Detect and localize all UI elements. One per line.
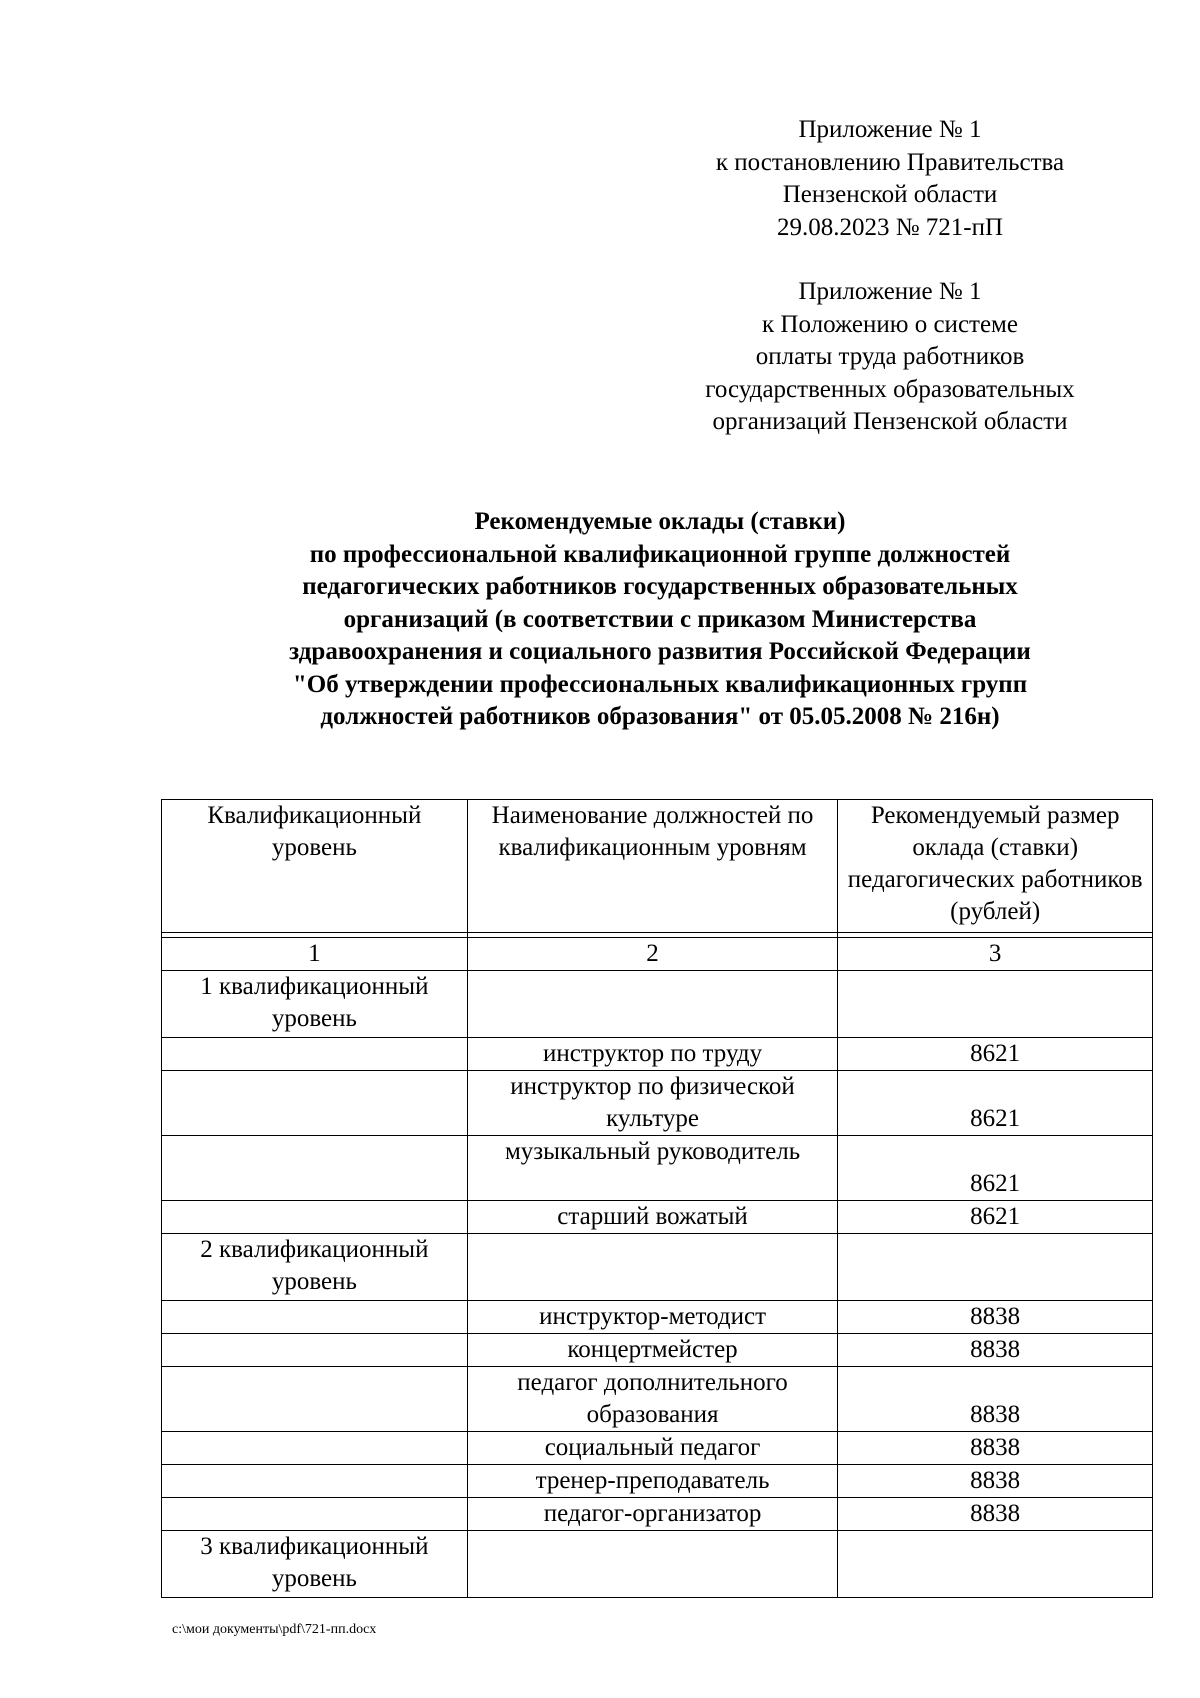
table-row	[162, 1234, 1153, 1301]
salary-cell: 8838	[838, 1498, 1153, 1531]
title-line: должностей работников образования" от 05.05.2008 № 216н)	[320, 703, 1000, 730]
salary-cell	[838, 971, 1153, 1038]
salary-table	[161, 799, 1153, 1598]
table-row	[162, 1432, 1153, 1465]
annex-regulation	[655, 276, 1125, 439]
annex-line: Пензенской области	[782, 181, 998, 208]
column-number: 2	[467, 938, 838, 971]
annex-line: оплаты труда работников	[755, 343, 1025, 370]
salary-cell: 8621	[838, 1136, 1153, 1201]
position-cell: педагог дополнительного образования	[467, 1367, 838, 1432]
header-level: Квалификационный уровень	[162, 800, 468, 933]
title-line: Рекомендуемые оклады (ставки)	[474, 508, 846, 535]
annex-line: организаций Пензенской области	[712, 408, 1068, 435]
level-cell	[162, 1071, 468, 1136]
salary-cell: 8838	[838, 1432, 1153, 1465]
table-row	[162, 1531, 1153, 1598]
annex-line: Приложение № 1	[798, 278, 982, 305]
salary-cell: 8838	[838, 1367, 1153, 1432]
position-cell: концертмейстер	[467, 1334, 838, 1367]
table-row	[162, 1334, 1153, 1367]
salary-cell: 8838	[838, 1465, 1153, 1498]
annex-line: государственных образовательных	[705, 375, 1075, 403]
salary-cell: 8838	[838, 1301, 1153, 1334]
level-cell	[162, 1038, 468, 1071]
annex-line: к постановлению Правительства	[715, 148, 1065, 176]
level-cell: 3 квалификационный уровень	[162, 1531, 468, 1598]
column-number: 3	[838, 938, 1153, 971]
annex-line: 29.08.2023 № 721-пП	[776, 213, 1004, 241]
level-cell	[162, 1432, 468, 1465]
position-cell: педагог-организатор	[467, 1498, 838, 1531]
table-row	[162, 1038, 1153, 1071]
table-header-row	[162, 800, 1153, 933]
position-cell: инструктор по физической культуре	[467, 1071, 838, 1136]
salary-cell	[838, 1531, 1153, 1598]
table-row	[162, 1367, 1153, 1432]
table-row	[162, 1136, 1153, 1201]
table-row	[162, 1465, 1153, 1498]
table-row	[162, 1498, 1153, 1531]
header-salary: Рекомендуемый размер оклада (ставки) педагогических работников (рублей)	[838, 800, 1153, 933]
annex-government-decree	[655, 114, 1125, 244]
level-cell	[162, 1367, 468, 1432]
table-row	[162, 1301, 1153, 1334]
salary-cell: 8621	[838, 1201, 1153, 1234]
table-row	[162, 1071, 1153, 1136]
position-cell	[467, 971, 838, 1038]
level-cell: 2 квалификационный уровень	[162, 1234, 468, 1301]
column-number: 1	[162, 938, 468, 971]
header-position: Наименование должностей по квалификационным уровням	[467, 800, 838, 933]
position-cell	[467, 1234, 838, 1301]
salary-cell: 8621	[838, 1038, 1153, 1071]
level-cell	[162, 1201, 468, 1234]
column-number-row	[162, 938, 1153, 971]
level-cell: 1 квалификационный уровень	[162, 971, 468, 1038]
position-cell	[467, 1531, 838, 1598]
level-cell	[162, 1334, 468, 1367]
level-cell	[162, 1465, 468, 1498]
title-line: "Об утверждении профессиональных квалификационных групп	[292, 670, 1028, 698]
salary-cell	[838, 1234, 1153, 1301]
position-cell: музыкальный руководитель	[467, 1136, 838, 1201]
annex-line: к Положению о системе	[762, 310, 1018, 338]
title-line: организаций (в соответствии с приказом Министерства	[343, 605, 977, 633]
position-cell: тренер-преподаватель	[467, 1465, 838, 1498]
table-row	[162, 1201, 1153, 1234]
title-line: по профессиональной квалификационной группе должностей	[309, 540, 1011, 568]
position-cell: инструктор-методист	[467, 1301, 838, 1334]
file-path-footer: c:\мои документы\pdf\721-пп.docx	[172, 1622, 377, 1637]
position-cell: инструктор по труду	[467, 1038, 838, 1071]
level-cell	[162, 1498, 468, 1531]
salary-cell: 8838	[838, 1334, 1153, 1367]
table-row	[162, 971, 1153, 1038]
level-cell	[162, 1136, 468, 1201]
position-cell: социальный педагог	[467, 1432, 838, 1465]
annex-line: Приложение № 1	[798, 116, 982, 143]
title-line: здравоохранения и социального развития Российской Федерации	[289, 638, 1031, 665]
level-cell	[162, 1301, 468, 1334]
title-line: педагогических работников государственных образовательных	[302, 573, 1018, 600]
salary-cell: 8621	[838, 1071, 1153, 1136]
document-title	[160, 506, 1160, 734]
position-cell: старший вожатый	[467, 1201, 838, 1234]
